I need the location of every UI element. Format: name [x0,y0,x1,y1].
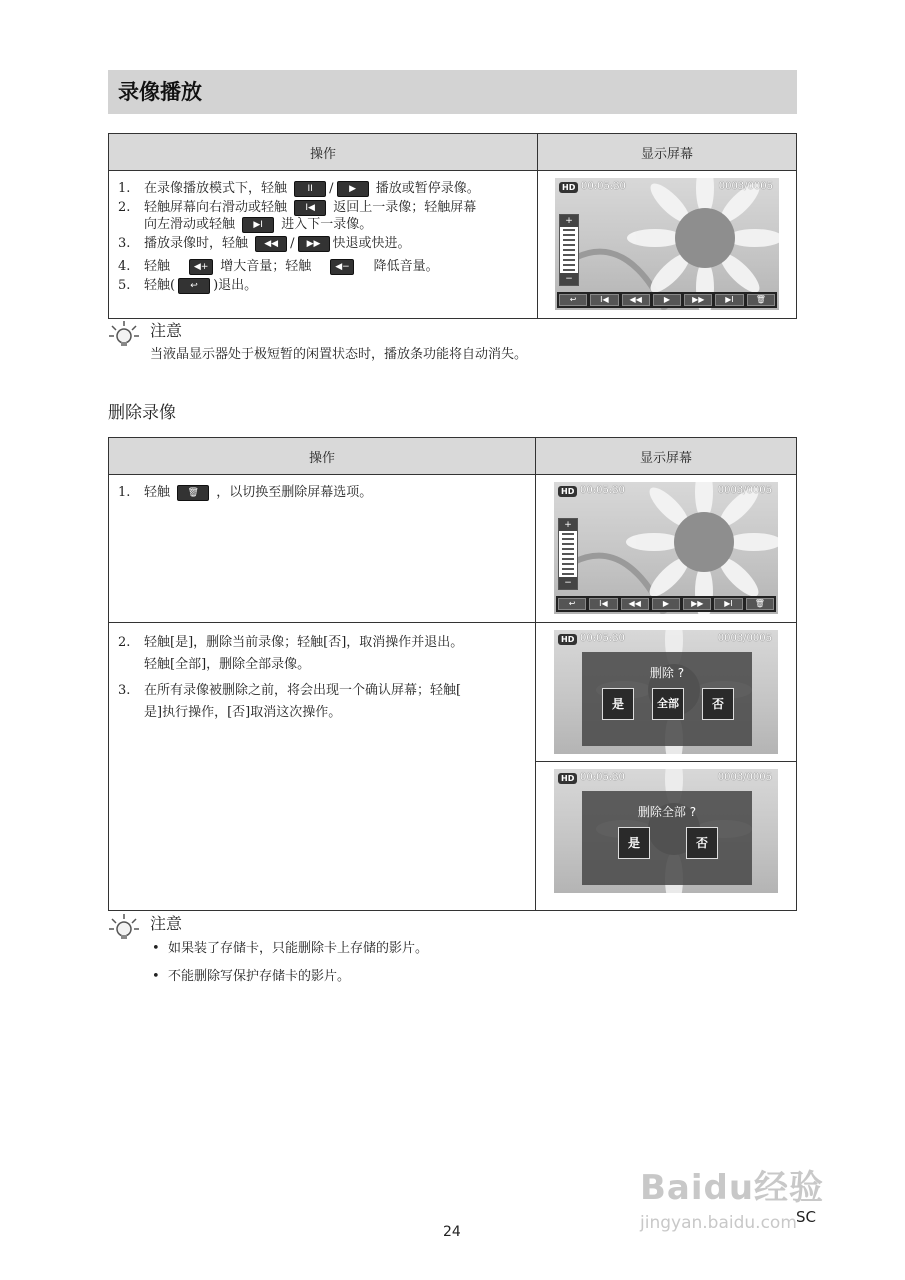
back-icon[interactable]: ↩ [558,598,586,610]
hd-badge: HD [559,182,578,193]
header-ops: 操作 [109,438,536,475]
play-icon: ▶ [337,181,369,197]
step-4: 4. 轻触 ◀+ 增大音量；轻触 ◀− 降低音量。 [118,259,439,274]
file-counter: 0003/0005 [717,633,772,644]
back-icon[interactable]: ↩ [559,294,587,306]
camera-screen-delete [554,482,778,614]
hd-badge: HD [558,773,577,784]
delete-screen-cell-2 [536,623,797,911]
trash-icon[interactable]: 🗑 [747,294,775,306]
dialog-screen-1-wrap [536,623,796,762]
note-title-2: 注意 [150,914,183,933]
timecode: 00:05:30 [580,772,625,783]
playback-toolbar [557,292,777,308]
timecode: 00:05:30 [581,181,626,192]
rewind-icon[interactable]: ◀◀ [622,294,650,306]
prev-icon: I◀ [294,200,326,216]
step-3: 3. 播放录像时，轻触 ◀◀ / ▶▶ 快退或快进。 [118,236,411,251]
note-bullet-1: • 如果装了存储卡，只能删除卡上存储的影片。 [152,941,428,956]
delete-steps-cell-2 [109,623,536,911]
hd-badge: HD [558,486,577,497]
lightbulb-icon [108,913,142,941]
fast-forward-icon[interactable]: ▶▶ [684,294,712,306]
watermark-main: Baidu经验 [640,1168,825,1208]
rewind-icon[interactable]: ◀◀ [621,598,649,610]
volume-minus-icon[interactable]: − [560,273,578,285]
file-counter: 0003/0005 [718,181,773,192]
fast-forward-icon[interactable]: ▶▶ [683,598,711,610]
all-button[interactable]: 全部 [652,688,684,720]
prev-icon[interactable]: I◀ [589,598,617,610]
section-title-playback: 录像播放 [108,70,797,114]
playback-screen-cell [538,171,797,319]
camera-screen-playback [555,178,779,310]
rewind-icon: ◀◀ [255,236,287,252]
delete-step-1: 1. 轻触 🗑 ，以切换至删除屏幕选项。 [118,485,373,500]
yes-button[interactable]: 是 [618,827,650,859]
lightbulb-icon [108,320,142,348]
volume-minus-icon[interactable]: − [559,577,577,589]
pause-icon: II [294,181,326,197]
timecode: 00:05:30 [580,633,625,644]
trash-icon[interactable]: 🗑 [746,598,774,610]
note-text-1: 当液晶显示器处于极短暂的闲置状态时，播放条功能将自动消失。 [150,347,528,362]
delete-screen-cell-1 [536,475,797,623]
prev-icon[interactable]: I◀ [590,294,618,306]
delete-step-3: 3. 在所有录像被删除之前，将会出现一个确认屏幕；轻触[ 是]执行操作，[否]取消这次操作。 [118,683,462,720]
yes-button[interactable]: 是 [602,688,634,720]
sunflower-image [555,178,779,310]
volume-level [563,229,575,271]
camera-screen-delete-confirm [554,630,778,754]
delete-step-2: 2. 轻触[是]，删除当前录像；轻触[否]，取消操作并退出。 轻触[全部]，删除全部录像。 [118,635,464,672]
next-icon[interactable]: ▶I [715,294,743,306]
file-counter: 0003/0005 [717,772,772,783]
back-icon: ↩ [178,278,210,294]
no-button[interactable]: 否 [702,688,734,720]
play-icon[interactable]: ▶ [652,598,680,610]
header-ops: 操作 [109,134,538,171]
delete-question: 删除 ? [649,666,685,680]
hd-badge: HD [558,634,577,645]
delete-table [108,437,797,911]
note-title-1: 注意 [150,321,183,340]
header-screen: 显示屏幕 [538,134,797,171]
volume-plus-icon[interactable]: + [560,215,578,227]
next-icon: ▶I [242,217,274,233]
volume-down-icon: ◀− [330,259,354,275]
language-tag: SC [796,1208,816,1226]
delete-steps-2 [110,624,534,724]
watermark-url: jingyan.baidu.com [640,1213,797,1233]
section-title-delete: 删除录像 [108,403,176,423]
playback-steps [110,172,536,294]
delete-steps-1 [110,476,534,501]
baidu-watermark [640,1160,860,1240]
next-icon[interactable]: ▶I [714,598,742,610]
volume-level [562,533,574,575]
playback-toolbar [556,596,776,612]
fast-forward-icon: ▶▶ [298,236,330,252]
camera-screen-delete-all-confirm [554,769,778,893]
sunflower-image [554,482,778,614]
timecode: 00:05:30 [580,485,625,496]
step-2: 2. 轻触屏幕向右滑动或轻触 I◀ 返回上一录像；轻触屏幕 向左滑动或轻触 ▶I 进入下一录像。 [118,200,477,232]
step-5: 5. 轻触( ↩ )退出。 [118,278,258,293]
volume-up-icon: ◀+ [189,259,213,275]
volume-plus-icon[interactable]: + [559,519,577,531]
delete-all-question: 删除全部 ? [637,805,697,819]
dialog-screen-2-wrap [536,762,796,900]
file-counter: 0003/0005 [717,485,772,496]
play-icon[interactable]: ▶ [653,294,681,306]
volume-slider[interactable] [558,518,578,590]
delete-all-dialog [582,791,752,885]
trash-icon: 🗑 [177,485,209,501]
playback-steps-cell [109,171,538,319]
delete-dialog [582,652,752,746]
no-button[interactable]: 否 [686,827,718,859]
page-number: 24 [443,1224,461,1240]
playback-table [108,133,797,319]
delete-step1-cell [109,475,536,623]
note-bullet-2: • 不能删除写保护存储卡的影片。 [152,969,350,984]
volume-slider[interactable] [559,214,579,286]
header-screen: 显示屏幕 [536,438,797,475]
step-1: 1. 在录像播放模式下，轻触 II / ▶ 播放或暂停录像。 [118,181,480,196]
